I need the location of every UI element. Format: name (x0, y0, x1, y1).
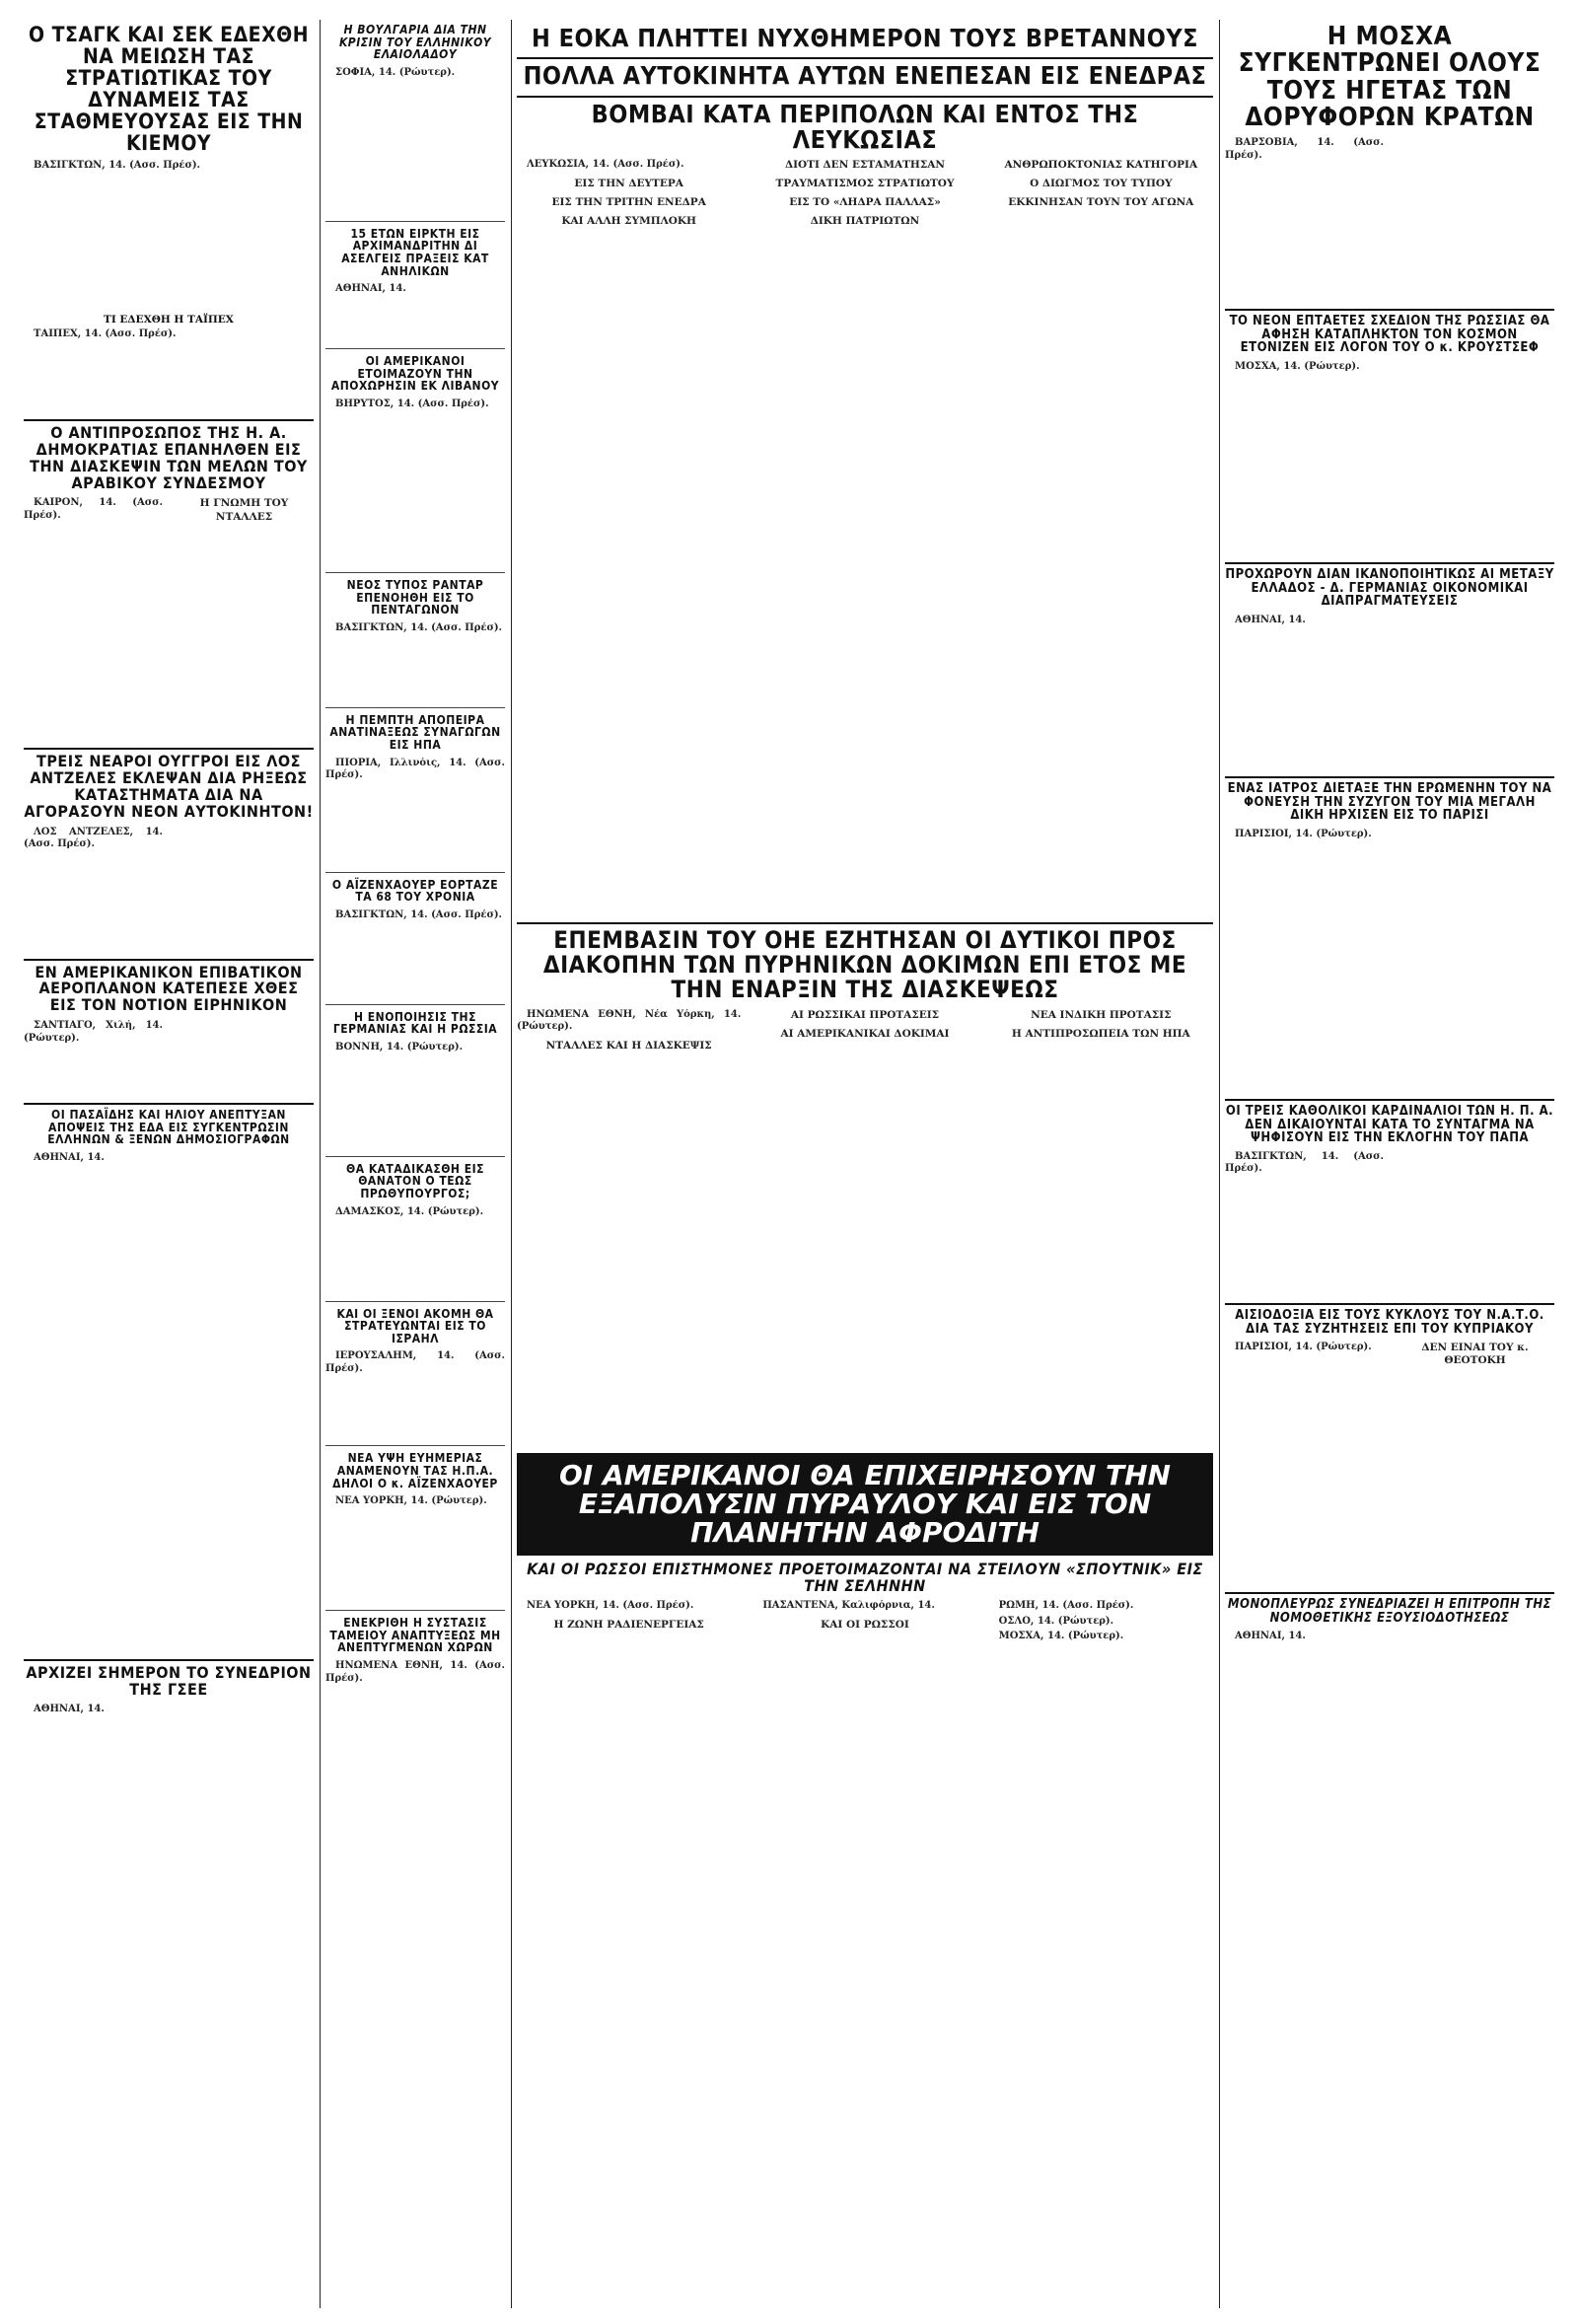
column-second (325, 20, 505, 1739)
article-body: ΒΗΡΥΤΟΣ, 14. (Ασσ. Πρέσ). (335, 398, 489, 409)
headline-eoka-line1: Η ΕΟΚΑ ΠΛΗΤΤΕΙ ΝΥΧΘΗΜΕΡΟΝ ΤΟΥΣ ΒΡΕΤΑΝΝΟΥΣ (531, 24, 1199, 52)
article-body: ΝΕΑ ΥΟΡΚΗ, 14. (Ασσ. Πρέσ). Η ΖΩΝΗ ΡΑΔΙΕΝΕΡΓΕΙΑΣ ΠΑΣΑΝΤΕΝΑ, Καλιφόρνια, 14. ΚΑΙ ΟΙ ΡΩΣΣΟΙ ΡΩΜΗ, 14. (Ασσ. Πρέσ). ΟΣΛΟ, 14. (Ρώυτερ). ΜΟΣΧΑ, 14. (Ρώυτερ). (527, 1600, 1134, 1642)
newspaper-page (24, 20, 1554, 2308)
divider (24, 1103, 314, 1105)
article-body: ΠΑΡΙΣΙΟΙ, 14. (Ρώυτερ). (1235, 828, 1372, 839)
subheading: ΤΙ ΕΔΕΧΘΗ Η ΤΑΪΠΕΧ (104, 314, 234, 327)
column-rule (511, 20, 512, 2308)
article-body: ΑΘΗΝΑΙ, 14. (34, 1704, 105, 1715)
column-rule (1219, 20, 1220, 2308)
article-body: ΒΑΣΙΓΚΤΩΝ, 14. (Ασσ. Πρέσ). (335, 908, 503, 920)
headline-israel-foreigners: ΚΑΙ ΟΙ ΞΕΝΟΙ ΑΚΟΜΗ ΘΑ ΣΤΡΑΤΕΥΩΝΤΑΙ ΕΙΣ ΤΟ ΙΣΡΑΗΛ (336, 1306, 494, 1345)
headline-eoka-line2: ΠΟΛΛΑ ΑΥΤΟΚΙΝΗΤΑ ΑΥΤΩΝ ΕΝΕΠΕΣΑΝ ΕΙΣ ΕΝΕΔΡΑΣ (523, 61, 1207, 91)
article-body: ΑΘΗΝΑΙ, 14. (34, 1151, 105, 1163)
article-body: ΝΕΑ ΥΟΡΚΗ, 14. (Ρώυτερ). (335, 1495, 487, 1507)
article-body: ΣΑΝΤΙΑΓΟ, Χιλή, 14. (Ρώυτερ). (24, 1020, 163, 1044)
headline-hungarians-la: ΤΡΕΙΣ ΝΕΑΡΟΙ ΟΥΓΓΡΟΙ ΕΙΣ ΛΟΣ ΑΝΤΖΕΛΕΣ ΕΚΛΕΨΑΝ ΔΙΑ ΡΗΞΕΩΣ ΚΑΤΑΣΤΗΜΑΤΑ ΔΙΑ ΝΑ ΑΓΟΡΑΣΟΥΝ ΝΕΟΝ ΑΥΤΟΚΙΝΗΤΟΝ! (24, 752, 314, 821)
divider (24, 959, 314, 961)
article-body: ΣΟΦΙΑ, 14. (Ρώυτερ). (335, 66, 456, 78)
article-body: ΒΑΡΣΟΒΙΑ, 14. (Ασσ. Πρέσ). (1225, 137, 1384, 161)
headline-chiang: Ο ΤΣΑΓΚ ΚΑΙ ΣΕΚ ΕΔΕΧΘΗ ΝΑ ΜΕΙΩΣΗ ΤΑΣ ΣΤΡΑΤΙΩΤΙΚΑΣ ΤΟΥ ΔΥΝΑΜΕΙΣ ΤΑΣ ΣΤΑΘΜΕΥΟΥΣΑΣ ΕΙΣ ΤΗΝ ΚΙΕΜΟΥ (28, 23, 310, 156)
article-body: ΒΑΣΙΓΚΤΩΝ, 14. (Ασσ. Πρέσ). (335, 621, 503, 633)
divider (24, 748, 314, 750)
headline-seven-year-plan: ΤΟ ΝΕΟΝ ΕΠΤΑΕΤΕΣ ΣΧΕΔΙΟΝ ΤΗΣ ΡΩΣΣΙΑΣ ΘΑ ΑΦΗΣΗ ΚΑΤΑΠΛΗΚΤΟΝ ΤΟΝ ΚΟΣΜΟΝ ΕΤΟΝΙΖΕΝ ΕΙΣ ΛΟΓΟΝ ΤΟΥ Ο κ. ΚΡΟΥΣΤΣΕΦ (1229, 314, 1550, 356)
article-body: ΔΑΜΑΣΚΟΣ, 14. (Ρώυτερ). (335, 1205, 484, 1217)
headline-archimandrite: 15 ΕΤΩΝ ΕΙΡΚΤΗ ΕΙΣ ΑΡΧΙΜΑΝΔΡΙΤΗΝ ΔΙ ΑΣΕΛΓΕΙΣ ΠΡΑΞΕΙΣ ΚΑΤ ΑΝΗΛΙΚΩΝ (341, 226, 489, 278)
headline-greece-germany-talks: ΠΡΟΧΩΡΟΥΝ ΔΙΑΝ ΙΚΑΝΟΠΟΙΗΤΙΚΩΣ ΑΙ ΜΕΤΑΞΥ ΕΛΛΑΔΟΣ - Δ. ΓΕΡΜΑΝΙΑΣ ΟΙΚΟΝΟΜΙΚΑΙ ΔΙΑΠΡΑΓΜΑΤΕΥΣΕΙΣ (1225, 567, 1554, 610)
article-body: ΙΕΡΟΥΣΑΛΗΜ, 14. (Ασσ. Πρέσ). (325, 1350, 505, 1374)
article-body: ΠΙΟΡΙΑ, Ιλλινόις, 14. (Ασσ. Πρέσ). (325, 757, 505, 780)
headline-eisenhower-birthday: Ο ΑΪΖΕΝΧΑΟΥΕΡ ΕΟΡΤΑΖΕ ΤΑ 68 ΤΟΥ ΧΡΟΝΙΑ (331, 877, 499, 905)
article-body: ΗΝΩΜΕΝΑ ΕΘΝΗ, 14. (Ασσ. Πρέσ). (325, 1660, 505, 1684)
article-body: ΒΑΣΙΓΚΤΩΝ, 14. (Ασσ. Πρέσ). (1225, 1150, 1384, 1175)
headline-eoka-line3: ΒΟΜΒΑΙ ΚΑΤΑ ΠΕΡΙΠΟΛΩΝ ΚΑΙ ΕΝΤΟΣ ΤΗΣ ΛΕΥΚΩΣΙΑΣ (591, 99, 1139, 154)
headline-nato-cyprus: ΑΙΣΙΟΔΟΞΙΑ ΕΙΣ ΤΟΥΣ ΚΥΚΛΟΥΣ ΤΟΥ Ν.Α.Τ.Ο. ΔΙΑ ΤΑΣ ΣΥΖΗΤΗΣΕΙΣ ΕΠΙ ΤΟΥ ΚΥΠΡΙΑΚΟΥ (1235, 1307, 1544, 1337)
column-right (1225, 20, 1554, 2143)
headline-synagogues: Η ΠΕΜΠΤΗ ΑΠΟΠΕΙΡΑ ΑΝΑΤΙΝΑΞΕΩΣ ΣΥΝΑΓΩΓΩΝ ΕΙΣ ΗΠΑ (329, 712, 501, 752)
article-body: ΑΘΗΝΑΙ, 14. (335, 283, 406, 295)
article-body: ΛΟΣ ΑΝΤΖΕΛΕΣ, 14. (Ασσ. Πρέσ). (24, 826, 163, 850)
article-body: ΠΑΡΙΣΙΟΙ, 14. (Ρώυτερ). ΔΕΝ ΕΙΝΑΙ ΤΟΥ κ. ΘΕΟΤΟΚΗ (1235, 1342, 1529, 1367)
column-left (24, 20, 314, 1852)
headline-plane-crash: ΕΝ ΑΜΕΡΙΚΑΝΙΚΟΝ ΕΠΙΒΑΤΙΚΟΝ ΑΕΡΟΠΛΑΝΟΝ ΚΑΤΕΠΕΣΕ ΧΘΕΣ ΕΙΣ ΤΟΝ ΝΟΤΙΟΝ ΕΙΡΗΝΙΚΟΝ (35, 962, 303, 1015)
article-body: ΗΝΩΜΕΝΑ ΕΘΝΗ, Νέα Υόρκη, 14. (Ρώυτερ). ΝΤΑΛΛΕΣ ΚΑΙ Η ΔΙΑΣΚΕΨΙΣ ΑΙ ΡΩΣΣΙΚΑΙ ΠΡΟΤΑΣΕΙΣ ΑΙ ΑΜΕΡΙΚΑΝΙΚΑΙ ΔΟΚΙΜΑΙ ΝΕΑ ΙΝΔΙΚΗ ΠΡΟΤΑΣΙΣ Η ΑΝΤΙΠΡΟΣΩΠΕΙΑ ΤΩΝ ΗΠΑ (517, 1008, 1190, 1052)
headline-un-nuclear-tests: ΕΠΕΜΒΑΣΙΝ ΤΟΥ ΟΗΕ ΕΖΗΤΗΣΑΝ ΟΙ ΔΥΤΙΚΟΙ ΠΡΟΣ ΔΙΑΚΟΠΗΝ ΤΩΝ ΠΥΡΗΝΙΚΩΝ ΔΟΚΙΜΩΝ ΕΠΙ ΕΤΟΣ ΜΕ ΤΗΝ ΕΝΑΡΞΙΝ ΤΗΣ ΔΙΑΣΚΕΨΕΩΣ (542, 926, 1187, 1004)
headline-gsee-congress: ΑΡΧΙΖΕΙ ΣΗΜΕΡΟΝ ΤΟ ΣΥΝΕΔΡΙΟΝ ΤΗΣ ΓΣΕΕ (26, 1662, 312, 1699)
headline-cardinals: ΟΙ ΤΡΕΙΣ ΚΑΘΟΛΙΚΟΙ ΚΑΡΔΙΝΑΛΙΟΙ ΤΩΝ Η. Π. Α. ΔΕΝ ΔΙΚΑΙΟΥΝΤΑΙ ΚΑΤΑ ΤΟ ΣΥΝΤΑΓΜΑ ΝΑ ΨΗΦΙΣΟΥΝ ΕΙΣ ΤΗΝ ΕΚΛΟΓΗΝ ΤΟΥ ΠΑΠΑ (1225, 1103, 1554, 1146)
headline-moscow-satellites: Η ΜΟΣΧΑ ΣΥΓΚΕΝΤΡΩΝΕΙ ΟΛΟΥΣ ΤΟΥΣ ΗΓΕΤΑΣ ΤΩΝ ΔΟΡΥΦΟΡΩΝ ΚΡΑΤΩΝ (1238, 22, 1542, 132)
article-body: ΚΑΪΡΟΝ, 14. (Ασσ. Πρέσ). Η ΓΝΩΜΗ ΤΟΥ ΝΤΑΛΛΕΣ (24, 497, 289, 523)
headline-eda-journalists: ΟΙ ΠΑΣΑΪΔΗΣ ΚΑΙ ΗΛΙΟΥ ΑΝΕΠΤΥΞΑΝ ΑΠΟΨΕΙΣ ΤΗΣ ΕΔΑ ΕΙΣ ΣΥΓΚΕΝΤΡΩΣΙΝ ΕΛΛΗΝΩΝ & ΞΕΝΩΝ ΔΗΜΟΣΙΟΓΡΑΦΩΝ (47, 1108, 290, 1147)
headline-germany-russia: Η ΕΝΟΠΟΙΗΣΙΣ ΤΗΣ ΓΕΡΜΑΝΙΑΣ ΚΑΙ Η ΡΩΣΣΙΑ (332, 1009, 498, 1037)
subheadline-sputnik-moon: ΚΑΙ ΟΙ ΡΩΣΣΟΙ ΕΠΙΣΤΗΜΟΝΕΣ ΠΡΟΕΤΟΙΜΑΖΟΝΤΑΙ ΝΑ ΣΤΕΙΛΟΥΝ «ΣΠΟΥΤΝΙΚ» ΕΙΣ ΤΗΝ ΣΕΛΗΝΗΝ (527, 1559, 1203, 1595)
headline-death-sentence: ΘΑ ΚΑΤΑΔΙΚΑΣΘΗ ΕΙΣ ΘΑΝΑΤΟΝ Ο ΤΕΩΣ ΠΡΩΘΥΠΟΥΡΓΟΣ; (346, 1161, 484, 1201)
article-body: ΑΘΗΝΑΙ, 14. (1235, 1631, 1306, 1642)
article-body: ΒΑΣΙΓΚΤΩΝ, 14. (Ασσ. Πρέσ). (34, 160, 201, 172)
headline-uar-arab-league: Ο ΑΝΤΙΠΡΟΣΩΠΟΣ ΤΗΣ Η. Α. ΔΗΜΟΚΡΑΤΙΑΣ ΕΠΑΝΗΛΘΕΝ ΕΙΣ ΤΗΝ ΔΙΑΣΚΕΨΙΝ ΤΩΝ ΜΕΛΩΝ ΤΟΥ ΑΡΑΒΙΚΟΥ ΣΥΝΔΕΣΜΟΥ (30, 423, 308, 492)
headline-development-fund: ΕΝΕΚΡΙΘΗ Η ΣΥΣΤΑΣΙΣ ΤΑΜΕΙΟΥ ΑΝΑΠΤΥΞΕΩΣ ΜΗ ΑΝΕΠΤΥΓΜΕΝΩΝ ΧΩΡΩΝ (329, 1616, 501, 1655)
article-body: ΒΟΝΝΗ, 14. (Ρώυτερ). (335, 1041, 464, 1053)
headline-prosperity: ΝΕΑ ΥΨΗ ΕΥΗΜΕΡΙΑΣ ΑΝΑΜΕΝΟΥΝ ΤΑΣ Η.Π.Α. ΔΗΛΟΙ Ο κ. ΑΪΖΕΝΧΑΟΥΕΡ (332, 1451, 498, 1490)
headline-bulgaria-olive-oil: Η ΒΟΥΛΓΑΡΙΑ ΔΙΑ ΤΗΝ ΚΡΙΣΙΝ ΤΟΥ ΕΛΛΗΝΙΚΟΥ ΕΛΑΙΟΛΑΔΟΥ (338, 23, 492, 62)
headline-doctor-trial: ΕΝΑΣ ΙΑΤΡΟΣ ΔΙΕΤΑΞΕ ΤΗΝ ΕΡΩΜΕΝΗΝ ΤΟΥ ΝΑ ΦΟΝΕΥΣΗ ΤΗΝ ΣΥΖΥΓΟΝ ΤΟΥ ΜΙΑ ΜΕΓΑΛΗ ΔΙΚΗ ΗΡΧΙΣΕΝ ΕΙΣ ΤΟ ΠΑΡΙΣΙ (1227, 781, 1552, 824)
column-rule (320, 20, 321, 2308)
article-body: ΛΕΥΚΩΣΙΑ, 14. (Ασσ. Πρέσ). ΕΙΣ ΤΗΝ ΔΕΥΤΕΡΑ ΕΙΣ ΤΗΝ ΤΡΙΤΗΝ ΕΝΕΔΡΑ ΚΑΙ ΑΛΛΗ ΣΥΜΠΛΟΚΗ ΔΙΟΤΙ ΔΕΝ ΕΣΤΑΜΑΤΗΣΑΝ ΤΡΑΥΜΑΤΙΣΜΟΣ ΣΤΡΑΤΙΩΤΟΥ ΕΙΣ ΤΟ «ΛΗΔΡΑ ΠΑΛΛΑΣ» ΔΙΚΗ ΠΑΤΡΙΩΤΩΝ ΑΝΘΡΩΠΟΚΤΟΝΙΑΣ ΚΑΤΗΓΟΡΙΑ Ο ΔΙΩΓΜΟΣ ΤΟΥ ΤΥΠΟΥ ΕΚΚΙΝΗΣΑΝ ΤΟΥΝ ΤΟΥ ΑΓΩΝΑ (527, 159, 1198, 228)
banner-venus-rocket: ΟΙ ΑΜΕΡΙΚΑΝΟΙ ΘΑ ΕΠΙΧΕΙΡΗΣΟΥΝ ΤΗΝ ΕΞΑΠΟΛΥΣΙΝ ΠΥΡΑΥΛΟΥ ΚΑΙ ΕΙΣ ΤΟΝ ΠΛΑΝΗΤΗΝ ΑΦΡΟΔΙΤΗ (517, 1453, 1213, 1556)
column-center (517, 20, 1213, 2182)
headline-radar: ΝΕΟΣ ΤΥΠΟΣ ΡΑΝΤΑΡ ΕΠΕΝΟΗΘΗ ΕΙΣ ΤΟ ΠΕΝΤΑΓΩΝΟΝ (346, 577, 484, 617)
divider (24, 1659, 314, 1661)
article-body: ΜΟΣΧΑ, 14. (Ρώυτερ). (1235, 361, 1360, 373)
article-body: ΑΘΗΝΑΙ, 14. (1235, 615, 1306, 626)
article-body: ΤΑΪΠΕΧ, 14. (Ασσ. Πρέσ). (34, 328, 177, 340)
headline-committee: ΜΟΝΟΠΛΕΥΡΩΣ ΣΥΝΕΔΡΙΑΖΕΙ Η ΕΠΙΤΡΟΠΗ ΤΗΣ ΝΟΜΟΘΕΤΙΚΗΣ ΕΞΟΥΣΙΟΔΟΤΗΣΕΩΣ (1227, 1597, 1552, 1626)
divider (24, 419, 314, 421)
headline-lebanon: ΟΙ ΑΜΕΡΙΚΑΝΟΙ ΕΤΟΙΜΑΖΟΥΝ ΤΗΝ ΑΠΟΧΩΡΗΣΙΝ ΕΚ ΛΙΒΑΝΟΥ (330, 354, 500, 394)
